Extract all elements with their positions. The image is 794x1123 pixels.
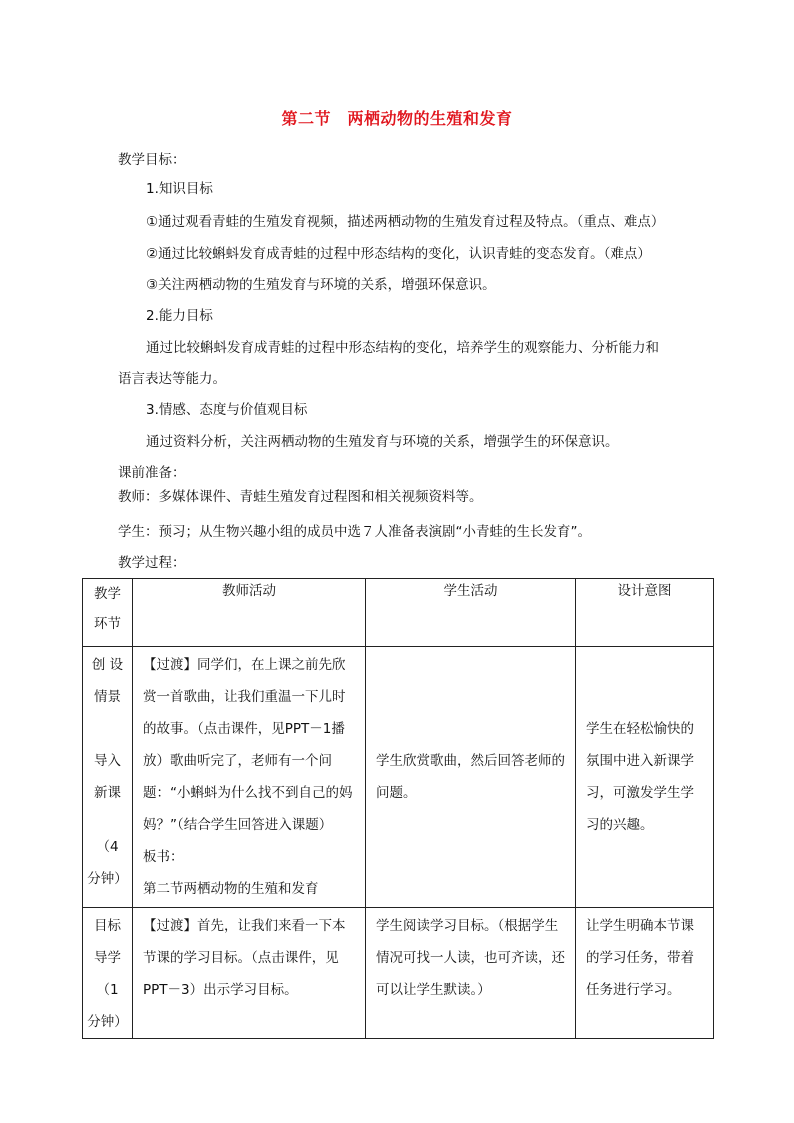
row1-board-text: 第二节两栖动物的生殖和发育: [143, 881, 319, 897]
prep-heading: 课前准备：: [118, 465, 186, 481]
knowledge-item-3: ③关注两栖动物的生殖发育与环境的关系，增强环保意识。: [146, 277, 496, 293]
row2-stage-line: 导学: [94, 950, 121, 966]
row1-stage-line: （4: [96, 839, 119, 855]
row1-teacher: [133, 647, 366, 908]
row1-stage-line: 情景: [94, 689, 121, 705]
row2-stage-line: 目标: [94, 918, 121, 934]
header-stage-line2: 环节: [94, 616, 121, 632]
knowledge-heading: 1.知识目标: [146, 181, 213, 197]
header-student: 学生活动: [366, 579, 576, 647]
table-header-row: [83, 579, 714, 647]
header-stage-line1: 教学: [94, 586, 121, 602]
row1-stage-line: [83, 713, 132, 745]
ability-heading: 2.能力目标: [146, 308, 213, 324]
row1-stage-line: [83, 809, 132, 831]
process-heading: 教学过程：: [118, 555, 186, 571]
emotion-text: 通过资料分析，关注两栖动物的生殖发育与环境的关系，增强学生的环保意识。: [146, 434, 619, 450]
ability-text-line1: 通过比较蝌蚪发育成青蛙的过程中形态结构的变化，培养学生的观察能力、分析能力和: [146, 340, 659, 356]
prep-teacher: 教师：多媒体课件、青蛙生殖发育过程图和相关视频资料等。: [118, 489, 483, 505]
row2-design: 让学生明确本节课的学习任务，带着任务进行学习。: [576, 908, 714, 1039]
row1-stage-line: 导入: [94, 753, 121, 769]
table-row: [83, 647, 714, 908]
header-stage: [83, 579, 133, 647]
prep-student: 学生：预习；从生物兴趣小组的成员中选７人准备表演剧“小青蛙的生长发育”。: [118, 524, 591, 540]
row2-teacher: 【过渡】首先，让我们来看一下本节课的学习目标。（点击课件，见PPT－3）出示学习目标。: [133, 908, 366, 1039]
page-title: 第二节 两栖动物的生殖和发育: [281, 109, 513, 128]
header-design: 设计意图: [576, 579, 714, 647]
row1-stage-line: 分钟）: [87, 871, 128, 887]
row1-design: 学生在轻松愉快的氛围中进入新课学习，可激发学生学习的兴趣。: [576, 647, 714, 908]
row1-teacher-text: 【过渡】同学们，在上课之前先欣赏一首歌曲，让我们重温一下儿时的故事。（点击课件，见PPT－1播放）歌曲听完了，老师有一个问题：“小蝌蚪为什么找不到自己的妈妈？”（结合学生回答进入课题）: [143, 657, 353, 833]
ability-text-line2: 语言表达等能力。: [118, 371, 226, 387]
table-row: [83, 908, 714, 1039]
goals-heading: 教学目标：: [118, 152, 186, 168]
emotion-heading: 3.情感、态度与价值观目标: [146, 402, 308, 418]
row2-stage-line: 分钟）: [87, 1014, 128, 1030]
row1-stage-line: 新课: [94, 785, 121, 801]
row2-stage: [83, 908, 133, 1039]
knowledge-item-1: ①通过观看青蛙的生殖发育视频，描述两栖动物的生殖发育过程及特点。（重点、难点）: [146, 214, 665, 230]
teaching-process-table: [82, 578, 714, 1039]
row2-stage-line: （1: [96, 982, 119, 998]
header-teacher: 教师活动: [133, 579, 366, 647]
row1-stage-line: 创 设: [91, 657, 124, 673]
row1-board-label: 板书：: [143, 849, 184, 865]
row2-student: 学生阅读学习目标。（根据学生情况可找一人读，也可齐读，还可以让学生默读。）: [366, 908, 576, 1039]
row1-stage: [83, 647, 133, 908]
knowledge-item-2: ②通过比较蝌蚪发育成青蛙的过程中形态结构的变化，认识青蛙的变态发育。（难点）: [146, 246, 651, 262]
row1-student: 学生欣赏歌曲，然后回答老师的问题。: [366, 647, 576, 908]
